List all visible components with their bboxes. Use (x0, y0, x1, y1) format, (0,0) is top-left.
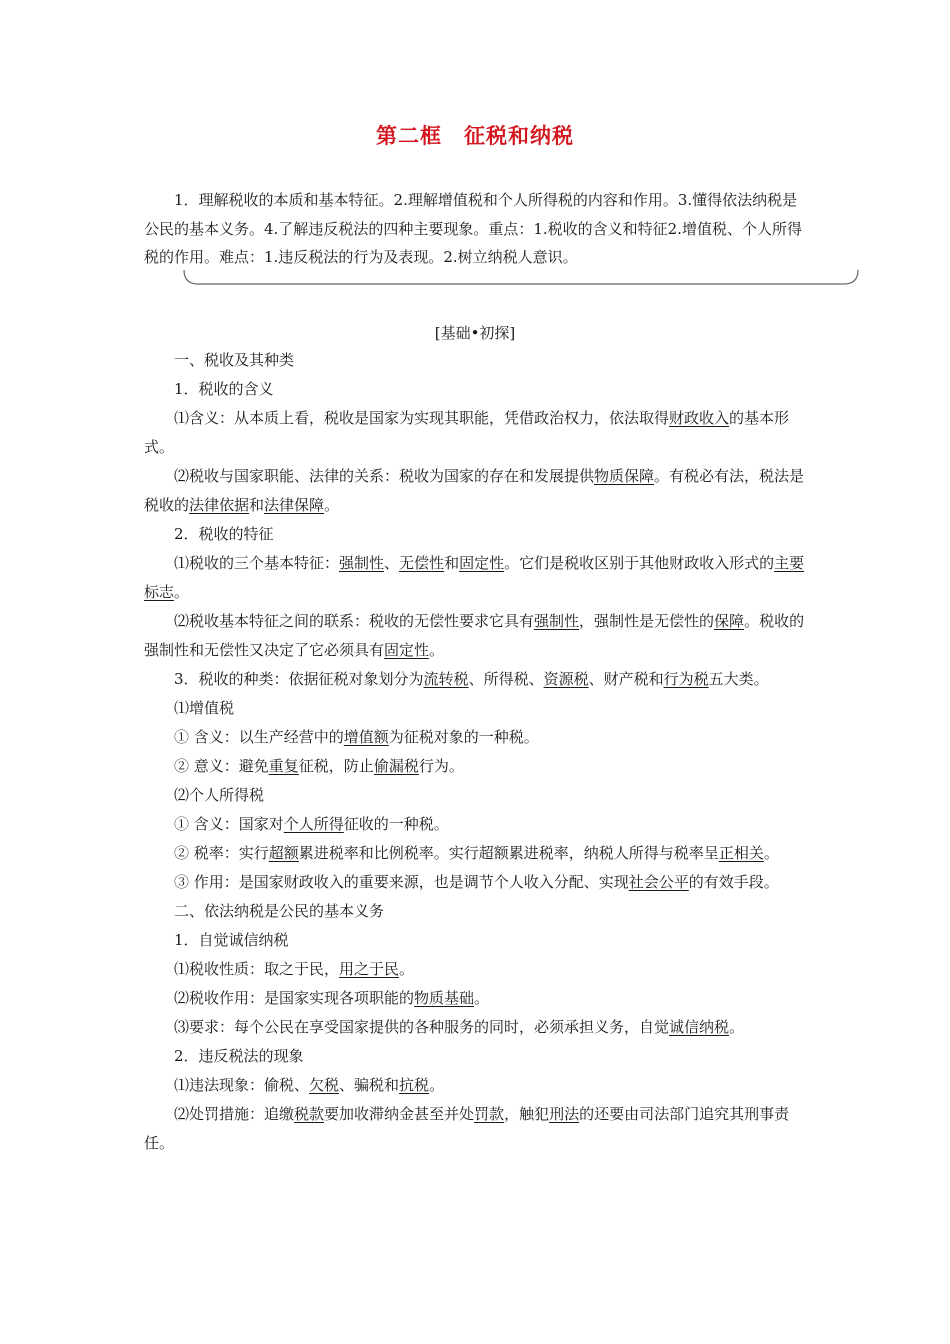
paragraph-text: ⑵税收基本特征之间的联系：税收的无偿性要求它具有 (174, 612, 535, 630)
key-term: 法律保障 (264, 496, 325, 514)
paragraph-text: 累进税率和比例税率。实行超额累进税率，纳税人所得与税率呈 (298, 844, 719, 862)
learning-objectives: 1．理解税收的本质和基本特征。2.理解增值税和个人所得税的内容和作用。3.懂得依法纳税是公民的基本义务。4.了解违反税法的四种主要现象。重点：1.税收的含义和特征2.增值税、个人所得税的作用。难点：1.违反税法的行为及表现。2.树立纳税人意识。 (144, 191, 802, 266)
key-term: 超额 (268, 844, 299, 862)
paragraph-text: 要加收滞纳金甚至并处 (324, 1105, 475, 1123)
content-paragraph (144, 897, 812, 926)
key-term: 社会公平 (628, 873, 689, 891)
paragraph-text: 。 (324, 496, 340, 514)
paragraph-text: ② 税率：实行 (174, 844, 269, 862)
content-paragraph (144, 346, 812, 375)
key-term: 财政收入 (669, 409, 730, 427)
paragraph-text: 1．自觉诚信纳税 (174, 931, 289, 949)
paragraph-text: 。有税必有法，税法是税收的 (144, 467, 805, 514)
paragraph-text: 。它们是税收区别于其他财政收入形式的 (504, 554, 775, 572)
content-paragraph (144, 781, 812, 810)
paragraph-text: 2．违反税法的现象 (174, 1047, 304, 1065)
content-paragraph (144, 810, 812, 839)
paragraph-text: 征税，防止 (298, 757, 374, 775)
paragraph-text: ⑵个人所得税 (174, 786, 265, 804)
paragraph-text: ① 含义：以生产经营中的 (174, 728, 344, 746)
content-paragraph (144, 549, 812, 607)
paragraph-text: 2．税收的特征 (174, 525, 274, 543)
section-label: [基础•初探] (434, 324, 516, 342)
key-term: 行为税 (663, 670, 709, 688)
paragraph-text: 。 (474, 989, 490, 1007)
paragraph-text: 、所得税、 (468, 670, 544, 688)
paragraph-text: ⑴税收的三个基本特征： (174, 554, 340, 572)
paragraph-text: 1．税收的含义 (174, 380, 274, 398)
key-term: 强制性 (534, 612, 580, 630)
paragraph-text: ，强制性是无偿性的 (579, 612, 715, 630)
paragraph-text: ⑴税收性质：取之于民， (174, 960, 340, 978)
content-paragraph (144, 1071, 812, 1100)
paragraph-text: 和 (249, 496, 265, 514)
content-paragraph (144, 1100, 812, 1158)
key-term: 欠税 (309, 1076, 340, 1094)
key-term: 税款 (294, 1105, 325, 1123)
paragraph-text: 。 (399, 960, 415, 978)
key-term: 物质基础 (414, 989, 475, 1007)
paragraph-text: ⑵税收与国家职能、法律的关系：税收为国家的存在和发展提供 (174, 467, 595, 485)
paragraph-text: ，触犯 (504, 1105, 550, 1123)
content-paragraph (144, 723, 812, 752)
paragraph-text: 。 (729, 1018, 745, 1036)
paragraph-text: ② 意义：避免 (174, 757, 269, 775)
key-term: 诚信纳税 (669, 1018, 730, 1036)
content-paragraph (144, 607, 812, 665)
key-term: 个人所得 (283, 815, 344, 833)
paragraph-text: 、 (384, 554, 400, 572)
objectives-bracket (180, 268, 862, 290)
paragraph-text: 。 (429, 1076, 445, 1094)
key-term: 法律依据 (189, 496, 250, 514)
paragraph-text: 。 (763, 844, 779, 862)
paragraph-text: ⑶要求：每个公民在享受国家提供的各种服务的同时，必须承担义务，自觉 (174, 1018, 670, 1036)
key-term: 刑法 (549, 1105, 580, 1123)
content-paragraph (144, 462, 812, 520)
key-term: 流转税 (423, 670, 469, 688)
key-term: 物质保障 (594, 467, 655, 485)
content-paragraph (144, 955, 812, 984)
paragraph-text: 和 (444, 554, 460, 572)
content-body (144, 346, 812, 1158)
paragraph-text: 征收的一种税。 (343, 815, 449, 833)
key-term: 保障 (714, 612, 745, 630)
paragraph-text: 的有效手段。 (688, 873, 779, 891)
key-term: 偷漏税 (373, 757, 419, 775)
content-paragraph (144, 984, 812, 1013)
paragraph-text: ① 含义：国家对 (174, 815, 284, 833)
key-term: 增值额 (343, 728, 389, 746)
key-term: 用之于民 (339, 960, 400, 978)
paragraph-text: ⑵处罚措施：追缴 (174, 1105, 295, 1123)
paragraph-text: 为征税对象的一种税。 (388, 728, 539, 746)
paragraph-text: 行为。 (418, 757, 464, 775)
paragraph-text: ⑵税收作用：是国家实现各项职能的 (174, 989, 415, 1007)
key-term: 固定性 (459, 554, 505, 572)
paragraph-text: 、财产税和 (588, 670, 664, 688)
key-term: 抗税 (399, 1076, 430, 1094)
paragraph-text: 。 (174, 583, 190, 601)
content-paragraph (144, 752, 812, 781)
paragraph-text: 。 (429, 641, 445, 659)
paragraph-text: 的还要由司法部门追究其刑事责任。 (144, 1105, 790, 1152)
key-term: 固定性 (384, 641, 430, 659)
content-paragraph (144, 404, 812, 462)
key-term: 资源税 (543, 670, 589, 688)
content-paragraph (144, 1013, 812, 1042)
content-paragraph (144, 1042, 812, 1071)
content-paragraph (144, 375, 812, 404)
key-term: 无偿性 (399, 554, 445, 572)
content-paragraph (144, 868, 812, 897)
page-title: 第二框 征税和纳税 (376, 124, 574, 148)
paragraph-text: ⑴违法现象：偷税、 (174, 1076, 310, 1094)
key-term: 正相关 (718, 844, 764, 862)
key-term: 主要标志 (144, 554, 805, 601)
content-paragraph (144, 665, 812, 694)
paragraph-text: 、骗税和 (339, 1076, 400, 1094)
paragraph-text: 3．税收的种类：依据征税对象划分为 (174, 670, 424, 688)
key-term: 重复 (268, 757, 299, 775)
paragraph-text: 五大类。 (708, 670, 769, 688)
key-term: 罚款 (474, 1105, 505, 1123)
paragraph-text: ⑴增值税 (174, 699, 235, 717)
paragraph-text: ③ 作用：是国家财政收入的重要来源，也是调节个人收入分配、实现 (174, 873, 629, 891)
paragraph-text: 一、税收及其种类 (174, 351, 295, 369)
content-paragraph (144, 926, 812, 955)
paragraph-text: ⑴含义：从本质上看，税收是国家为实现其职能，凭借政治权力，依法取得 (174, 409, 670, 427)
content-paragraph (144, 520, 812, 549)
paragraph-text: 二、依法纳税是公民的基本义务 (174, 902, 385, 920)
content-paragraph (144, 839, 812, 868)
paragraph-text: 的基本形式。 (144, 409, 790, 456)
content-paragraph (144, 694, 812, 723)
key-term: 强制性 (339, 554, 385, 572)
paragraph-text: 。税收的强制性和无偿性又决定了它必须具有 (144, 612, 805, 659)
